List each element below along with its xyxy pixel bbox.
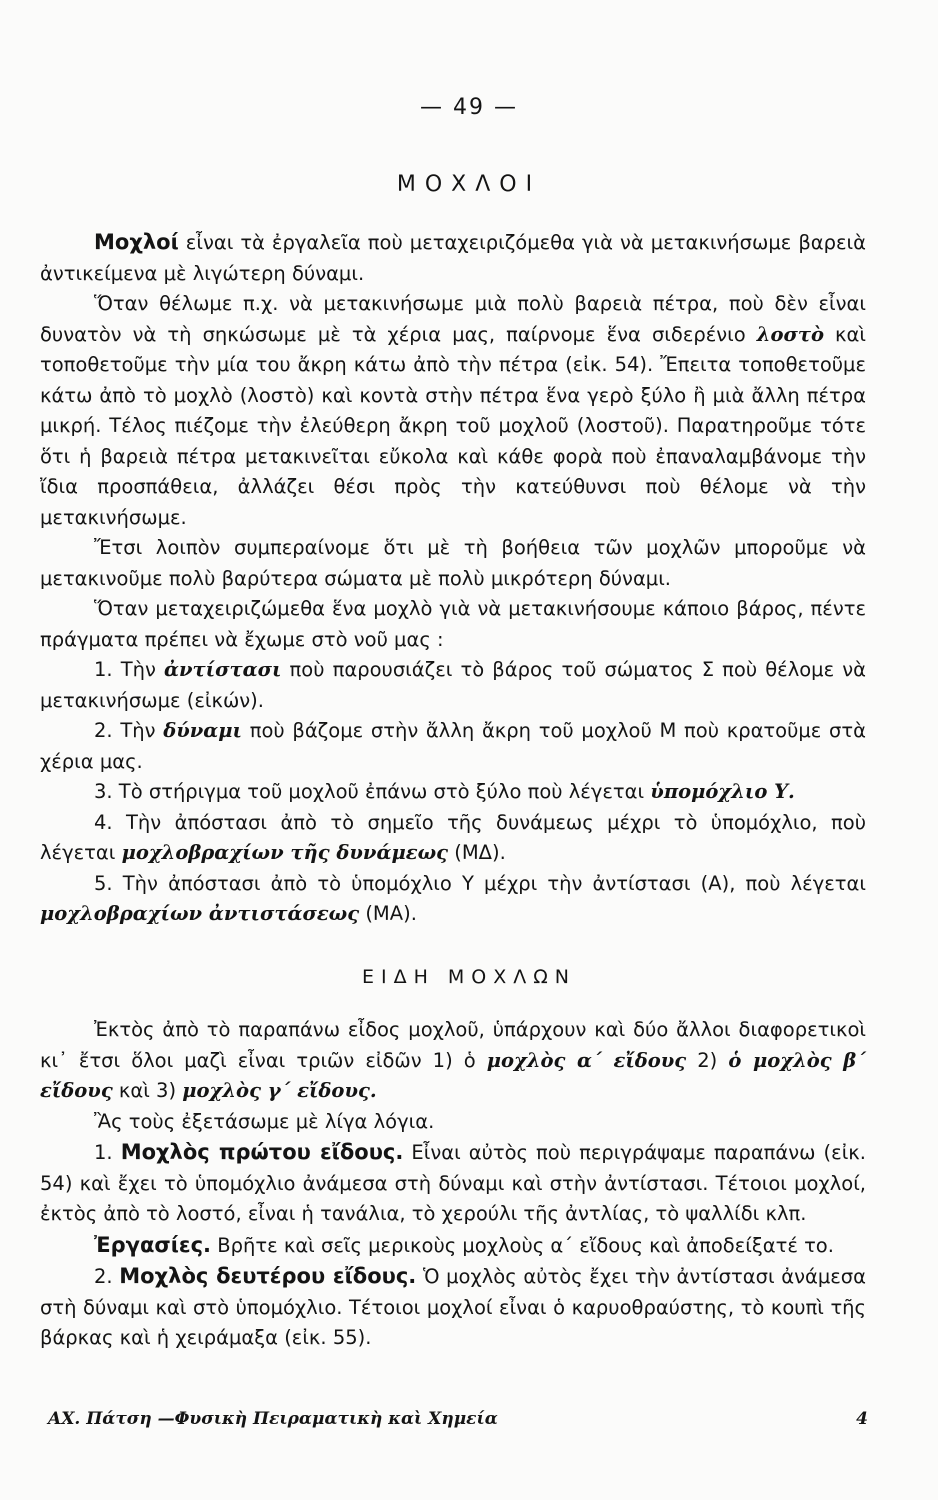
text-span: 3. Τὸ στήριγμα τοῦ μοχλοῦ ἐπάνω στὸ ξύλο ποὺ λέγεται [94, 780, 651, 803]
section-title: ΕΙΔΗ ΜΟΧΛΩΝ [361, 966, 577, 988]
text-span: Ὁ μοχλὸς αὐτὸς ἔχει τὴν ἀντίστασι ἀνάμεσα στὴ δύναμι καὶ στὸ ὑπομόχλιο. Τέτοιοι μοχλοί εἶναι ὁ καρυοθραύστης, τὸ κουπὶ τῆς βάρκας καὶ ἡ χειράμαξα (εἰκ. 55). [40, 1265, 866, 1349]
text-span: (ΜΔ). [448, 841, 506, 864]
heading-second-kind: Μοχλὸς δευτέρου εἴδους. [119, 1264, 417, 1288]
list-item-2 [40, 716, 866, 777]
paragraph-definition [40, 227, 866, 289]
list-item-4 [40, 808, 866, 869]
paragraph-lever-kinds [40, 1015, 866, 1107]
text-span: Εἶναι αὐτὸς ποὺ περιγράψαμε παραπάνω (εἰκ. 54) καὶ ἔχει τὸ ὑπομόχλιο ἀνάμεσα στὴ δύναμι καὶ στὴν ἀντίστασι. Τέτοιοι μοχλοί, ἐκτὸς ἀπὸ τὸ λοστό, εἶναι ἡ τανάλια, τὸ χερούλι τῆς ἀντλίας, τὸ ψαλλίδι κλπ. [40, 1141, 866, 1225]
heading-first-kind: Μοχλὸς πρώτου εἴδους. [120, 1140, 404, 1164]
text-span: 1. [94, 1141, 121, 1164]
term-losto: λοστὸ [756, 322, 824, 346]
text-span: 2. Τὴν [94, 719, 164, 742]
text-span: εἶναι τὰ ἐργαλεῖα ποὺ μεταχειριζόμεθα γιὰ νὰ μετακινήσωμε βαρειὰ ἀντικείμενα μὲ λιγώτερη δύναμι. [40, 231, 866, 285]
chapter-title: ΜΟΧΛΟΙ [396, 172, 542, 197]
term-mochlobrachion-dynameos: μοχλοβραχίων τῆς δυνάμεως [121, 841, 449, 864]
term-first-kind: μοχλὸς α΄ εἴδους [486, 1048, 687, 1072]
paragraph-intro: Ἂς τοὺς ἐξετάσωμε μὲ λίγα λόγια. [94, 1109, 435, 1133]
text-span: ποὺ βάζομε στὴν ἄλλη ἄκρη τοῦ μοχλοῦ Μ ποὺ κρατοῦμε στὰ χέρια μας. [40, 719, 866, 773]
footer-book-title: ΑΧ. Πάτση —Φυσικὴ Πειραματικὴ καὶ Χημεία [48, 1409, 498, 1429]
term-antistasi: ἀντίστασι [164, 658, 282, 681]
footer-signature-mark: 4 [856, 1409, 868, 1429]
paragraph-conclusion: Ἔτσι λοιπὸν συμπεραίνομε ὅτι μὲ τὴ βοήθεια τῶν μοχλῶν μποροῦμε νὰ μετακινοῦμε πολὺ βαρύτερα σώματα μὲ πολὺ μικρότερη δύναμι. [40, 536, 866, 590]
paragraph-five-things: Ὅταν μεταχειριζώμεθα ἕνα μοχλὸ γιὰ νὰ μετακινήσουμε κάποιο βάρος, πέντε πράγματα πρέπει νὰ ἔχωμε στὸ νοῦ μας : [40, 597, 866, 651]
text-span: Ὅταν θέλωμε π.χ. νὰ μετακινήσωμε μιὰ πολὺ βαρειὰ πέτρα, ποὺ δὲν εἶναι δυνατὸν νὰ τὴ σηκώσωμε μὲ τὰ χέρια μας, παίρνομε ἕνα σιδερένιο [40, 292, 866, 346]
term-second-kind: ὁ μοχλὸς β΄ εἴδους [40, 1048, 866, 1102]
term-mochloi: Μοχλοί [94, 230, 179, 254]
text-span: 1. Τὴν [94, 658, 165, 681]
paragraph-example [40, 289, 866, 533]
list-item-3 [40, 777, 866, 808]
body-block-1 [40, 227, 866, 930]
text-span: (ΜΑ). [359, 902, 417, 925]
term-dynami: δύναμι [163, 719, 242, 742]
term-mochlobrachion-antistaseos: μοχλοβραχίων ἀντιστάσεως [40, 902, 360, 925]
text-span: Ἐκτὸς ἀπὸ τὸ παραπάνω εἶδος μοχλοῦ, ὑπάρχουν καὶ δύο ἄλλοι διαφορετικοὶ κι᾽ ἔτσι ὅλοι μαζὶ εἶναι τριῶν εἰδῶν 1) ὁ [40, 1018, 866, 1072]
term-ypomochlio: ὑπομόχλιο Υ. [650, 780, 795, 803]
heading-exercises: Ἐργασίες. [94, 1232, 212, 1257]
page-footer [48, 1409, 868, 1429]
list-item-5 [40, 869, 866, 930]
list-item-1 [40, 655, 866, 716]
text-span: 2. [94, 1265, 120, 1288]
text-span: καὶ 3) [112, 1079, 183, 1102]
text-span: 2) [686, 1048, 729, 1072]
page-number: — 49 — [420, 95, 518, 120]
term-third-kind: μοχλὸς γ΄ εἴδους. [182, 1079, 377, 1102]
text-span: 5. Τὴν ἀπόστασι ἀπὸ τὸ ὑπομόχλιο Υ μέχρι τὴν ἀντίστασι (Α), ποὺ λέγεται [94, 871, 866, 895]
text-span: καὶ τοποθετοῦμε τὴν μία του ἄκρη κάτω ἀπὸ τὴν πέτρα (εἰκ. 54). Ἔπειτα τοποθετοῦμε κάτω ἀπὸ τὸ μοχλὸ (λοστὸ) καὶ κοντὰ στὴν πέτρα ἕνα γερὸ ξύλο ἢ μιὰ ἄλλη πέτρα μικρή. Τέλος πιέζομε τὴν ἐλεύθερη ἄκρη τοῦ μοχλοῦ (λοστοῦ). Παρατηροῦμε τότε ὅτι ἡ βαρειὰ πέτρα μετακινεῖται εὔκολα καὶ κάθε φορὰ ποὺ ἐπαναλαμβάνομε τὴν ἴδια προσπάθεια, ἀλλάζει θέσι πρὸς τὴν κατεύθυνσι ποὺ θέλομε νὰ τὴν μετακινήσωμε. [40, 322, 866, 529]
text-span: ποὺ παρουσιάζει τὸ βάρος τοῦ σώματος Σ ποὺ θέλομε νὰ μετακινήσωμε (εἰκών). [40, 658, 866, 712]
paragraph-first-kind [40, 1137, 866, 1230]
text-span: 4. Τὴν ἀπόστασι ἀπὸ τὸ σημεῖο τῆς δυνάμεως μέχρι τὸ ὑπομόχλιο, ποὺ λέγεται [40, 810, 866, 864]
text-span: Βρῆτε καὶ σεῖς μερικοὺς μοχλοὺς α΄ εἴδους καὶ ἀποδείξατέ το. [211, 1233, 834, 1257]
paragraph-exercises [40, 1230, 866, 1262]
body-block-2 [40, 1015, 866, 1354]
paragraph-second-kind [40, 1261, 866, 1354]
